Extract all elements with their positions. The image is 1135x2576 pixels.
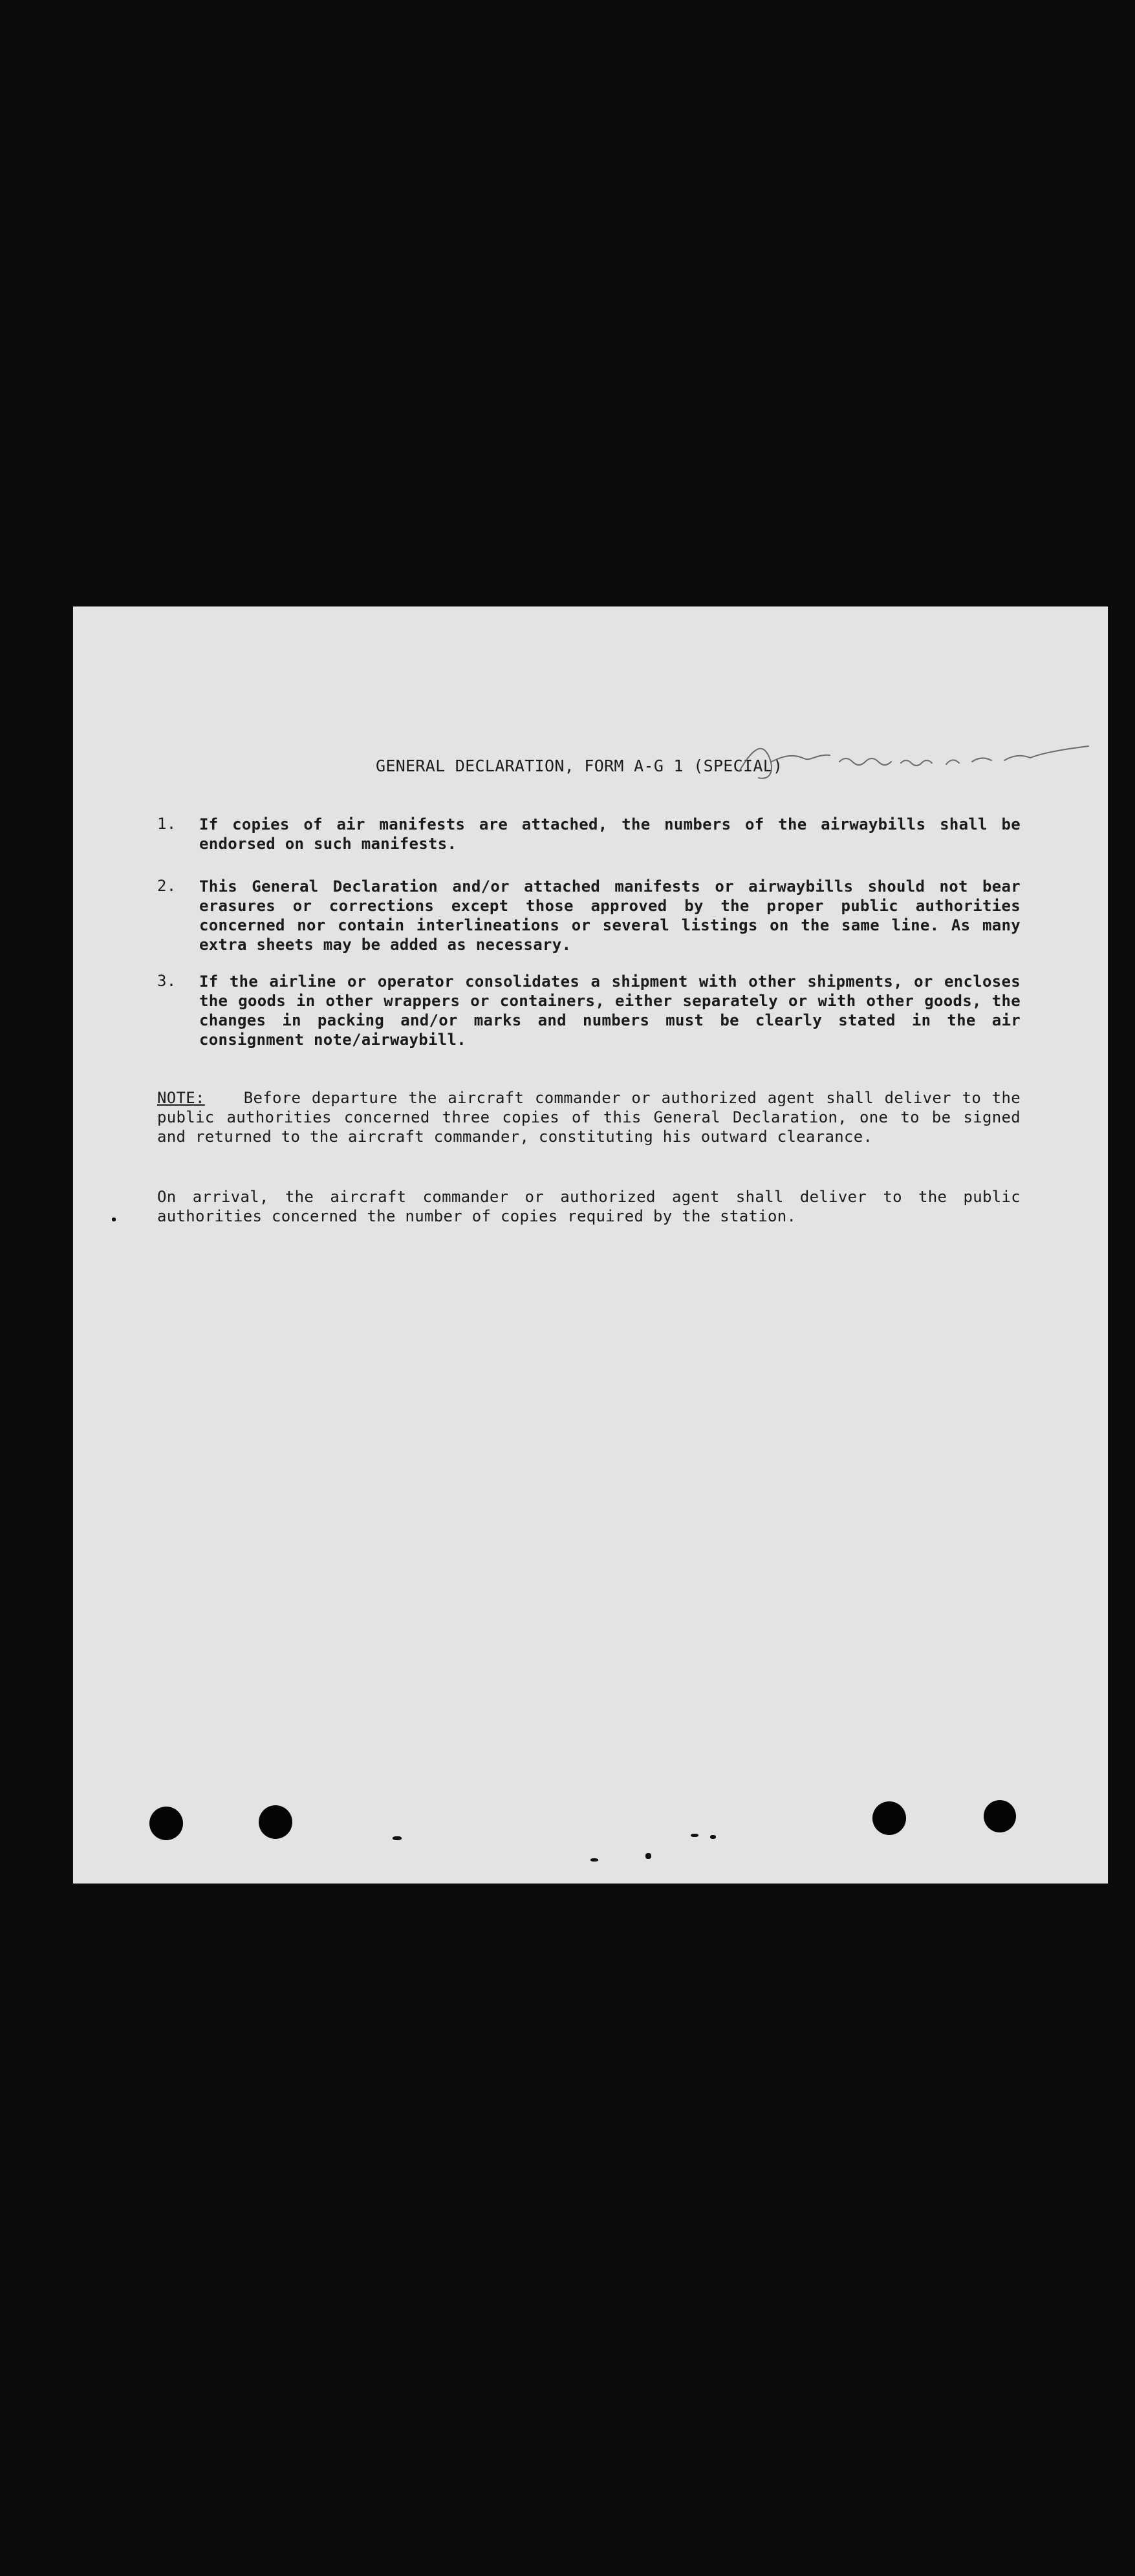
- note-paragraph: [157, 1088, 1021, 1146]
- arrival-paragraph: On arrival, the aircraft commander or authorized agent shall deliver to the public authorities concerned the number of copies required by the station.: [157, 1188, 1021, 1225]
- scan-speck: [590, 1858, 598, 1862]
- item-text: If copies of air manifests are attached, the numbers of the airwaybills shall be endorsed on such manifests.: [199, 815, 1021, 853]
- punch-hole: [259, 1805, 292, 1839]
- punch-hole: [872, 1801, 906, 1835]
- scan-speck: [710, 1835, 716, 1839]
- note-text: Before departure the aircraft commander or authorized agent shall deliver to the public authorities concerned three copies of this General Declaration, one to be signed and returned to the aircraft commander, constituting his outward clearance.: [157, 1089, 1021, 1146]
- punch-hole: [984, 1800, 1016, 1832]
- scan-speck: [691, 1834, 698, 1837]
- handwritten-scribble: [733, 736, 1095, 788]
- item-number: 3.: [157, 972, 177, 990]
- item-text: This General Declaration and/or attached manifests or airwaybills should not bear erasures or corrections except those approved by the proper public authorities concerned nor contain interlineations or several listings on the same line. As many extra sheets may be added as necessary.: [199, 877, 1021, 954]
- document-page: [73, 606, 1108, 1884]
- item-text: If the airline or operator consolidates a shipment with other shipments, or encloses the goods in other wrappers or containers, either separately or with other goods, the changes in packing and/or marks and numbers must be clearly stated in the air consignment note/airwaybill.: [199, 972, 1021, 1049]
- item-number: 2.: [157, 877, 177, 895]
- scan-speck: [393, 1836, 402, 1840]
- scan-speck: [112, 1218, 116, 1221]
- document-title: GENERAL DECLARATION, FORM A-G 1 (SPECIAL): [376, 757, 783, 775]
- item-number: 1.: [157, 815, 177, 833]
- punch-hole: [149, 1807, 183, 1840]
- scan-speck: [645, 1853, 651, 1859]
- note-label: NOTE:: [157, 1089, 205, 1107]
